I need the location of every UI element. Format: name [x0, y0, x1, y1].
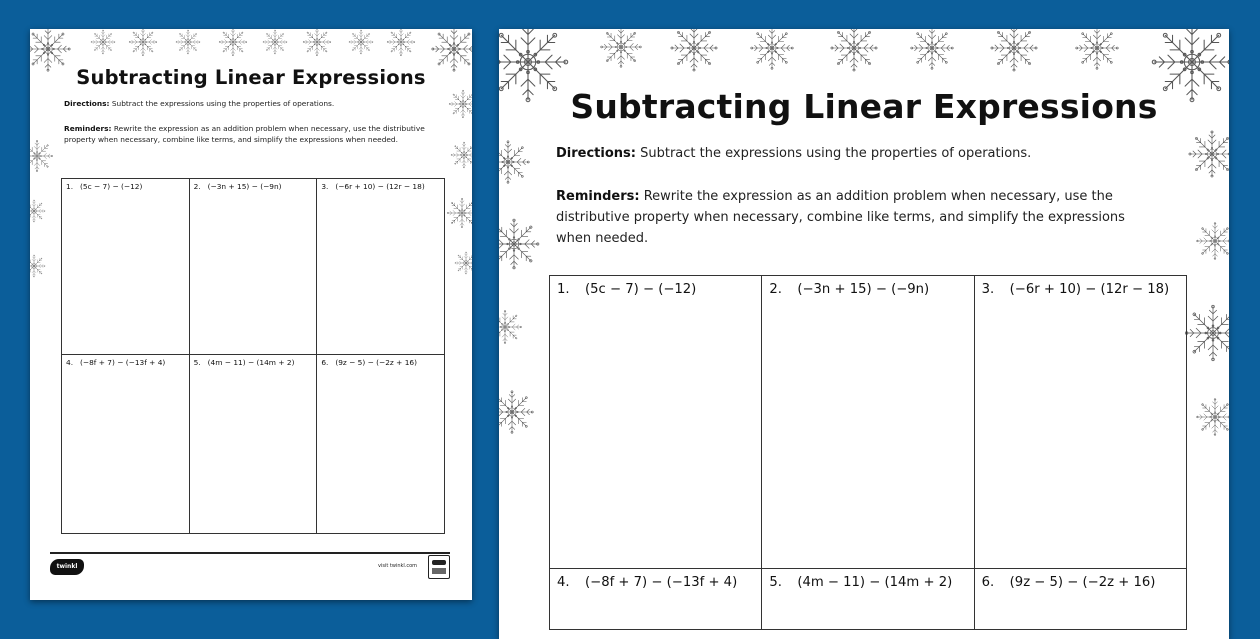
snowflake-icon: [499, 139, 531, 185]
worksheet-title: Subtracting Linear Expressions: [570, 87, 1158, 126]
snowflake-icon: [30, 199, 46, 223]
snowflake-icon: [499, 217, 541, 271]
footer-url: visit twinkl.com: [378, 563, 418, 569]
problem-cell: [762, 569, 974, 630]
directions-label: Directions:: [556, 146, 636, 161]
problem-cell: [317, 179, 445, 355]
problem-number: 3.: [981, 282, 995, 297]
directions-text: Subtract the expressions using the properties of operations.: [640, 146, 1032, 161]
snowflake-icon: [499, 389, 535, 435]
snowflake-icon: [446, 197, 472, 229]
problem-number: 4.: [557, 575, 570, 590]
reminders: [556, 186, 1161, 249]
problem-number: 1.: [557, 282, 570, 297]
problem-expression: (−8f + 7) − (−13f + 4): [585, 575, 738, 590]
problem-cell: [762, 276, 974, 569]
problem-cell: [550, 569, 762, 630]
problem-expression: (5c − 7) − (−12): [80, 182, 143, 191]
snowflake-icon: [302, 29, 332, 57]
twinkl-logo-icon: twinkl: [50, 559, 84, 575]
snowflake-icon: [1195, 397, 1229, 437]
snowflake-icon: [1187, 129, 1229, 179]
problem-grid: [61, 178, 445, 534]
problem-cell: [550, 276, 762, 569]
snowflake-icon: [989, 29, 1039, 73]
problem-cell: [317, 355, 445, 534]
problem-number: 6.: [981, 575, 995, 590]
directions: [556, 143, 1161, 164]
problem-expression: (5c − 7) − (−12): [585, 282, 697, 297]
directions-text: Subtract the expressions using the properties of operations.: [111, 99, 335, 108]
reminders-label: Reminders:: [556, 189, 640, 204]
problem-expression: (−6r + 10) − (12r − 18): [1009, 282, 1170, 297]
snowflake-icon: [218, 29, 248, 57]
worksheet-preview-small: [30, 29, 472, 600]
problem-cell: [189, 355, 317, 534]
snowflake-icon: [454, 251, 472, 275]
problem-expression: (9z − 5) − (−2z + 16): [1009, 575, 1156, 590]
snowflake-icon: [909, 29, 955, 71]
snowflake-icon: [30, 254, 46, 278]
problem-grid: [549, 275, 1187, 630]
problem-expression: (4m − 11) − (14m + 2): [797, 575, 953, 590]
snowflake-icon: [599, 29, 643, 69]
snowflake-icon: [262, 29, 288, 55]
directions: [64, 99, 432, 110]
problem-cell: [974, 276, 1186, 569]
snowflake-icon: [749, 29, 795, 71]
snowflake-icon: [128, 29, 158, 57]
problem-expression: (−3n + 15) − (−9n): [207, 182, 282, 191]
reminders-text: Rewrite the expression as an addition problem when necessary, use the distributive property when necessary, combine like terms, and simplify the expressions when needed.: [556, 189, 1125, 246]
problem-expression: (−3n + 15) − (−9n): [797, 282, 930, 297]
problem-number: 6.: [321, 358, 329, 367]
snowflake-icon: [448, 89, 472, 119]
reminders-text: Rewrite the expression as an addition problem when necessary, use the distributive property when necessary, combine like terms, and simplify the expressions when needed.: [64, 124, 425, 144]
snowflake-icon: [1195, 221, 1229, 261]
problem-number: 2.: [193, 182, 201, 191]
problem-number: 1.: [66, 182, 74, 191]
problem-number: 3.: [321, 182, 329, 191]
problem-expression: (9z − 5) − (−2z + 16): [335, 358, 417, 367]
reminders-label: Reminders:: [64, 124, 112, 133]
problem-number: 2.: [769, 282, 782, 297]
snowflake-icon: [829, 29, 879, 73]
problem-cell: [189, 179, 317, 355]
problem-expression: (4m − 11) − (14m + 2): [207, 358, 295, 367]
problem-expression: (−6r + 10) − (12r − 18): [335, 182, 425, 191]
problem-cell: [62, 179, 190, 355]
problem-number: 5.: [193, 358, 201, 367]
snowflake-icon: [1183, 303, 1229, 363]
snowflake-icon: [386, 29, 416, 57]
problem-cell: [974, 569, 1186, 630]
snowflake-icon: [348, 29, 374, 55]
snowflake-icon: [175, 29, 201, 55]
worksheet-title: Subtracting Linear Expressions: [76, 66, 426, 89]
snowflake-icon: [450, 141, 472, 169]
snowflake-icon: [669, 29, 719, 73]
badge-icon: [428, 555, 450, 579]
snowflake-icon: [30, 139, 54, 173]
snowflake-icon: [499, 309, 523, 345]
problem-number: 5.: [769, 575, 782, 590]
problem-cell: [62, 355, 190, 534]
snowflake-icon: [90, 29, 116, 55]
worksheet-preview-large: [499, 29, 1229, 639]
reminders: [64, 124, 432, 145]
directions-label: Directions:: [64, 99, 110, 108]
problem-expression: (−8f + 7) − (−13f + 4): [80, 358, 166, 367]
snowflake-icon: [1074, 29, 1120, 71]
problem-number: 4.: [66, 358, 74, 367]
footer-divider: [50, 552, 450, 554]
